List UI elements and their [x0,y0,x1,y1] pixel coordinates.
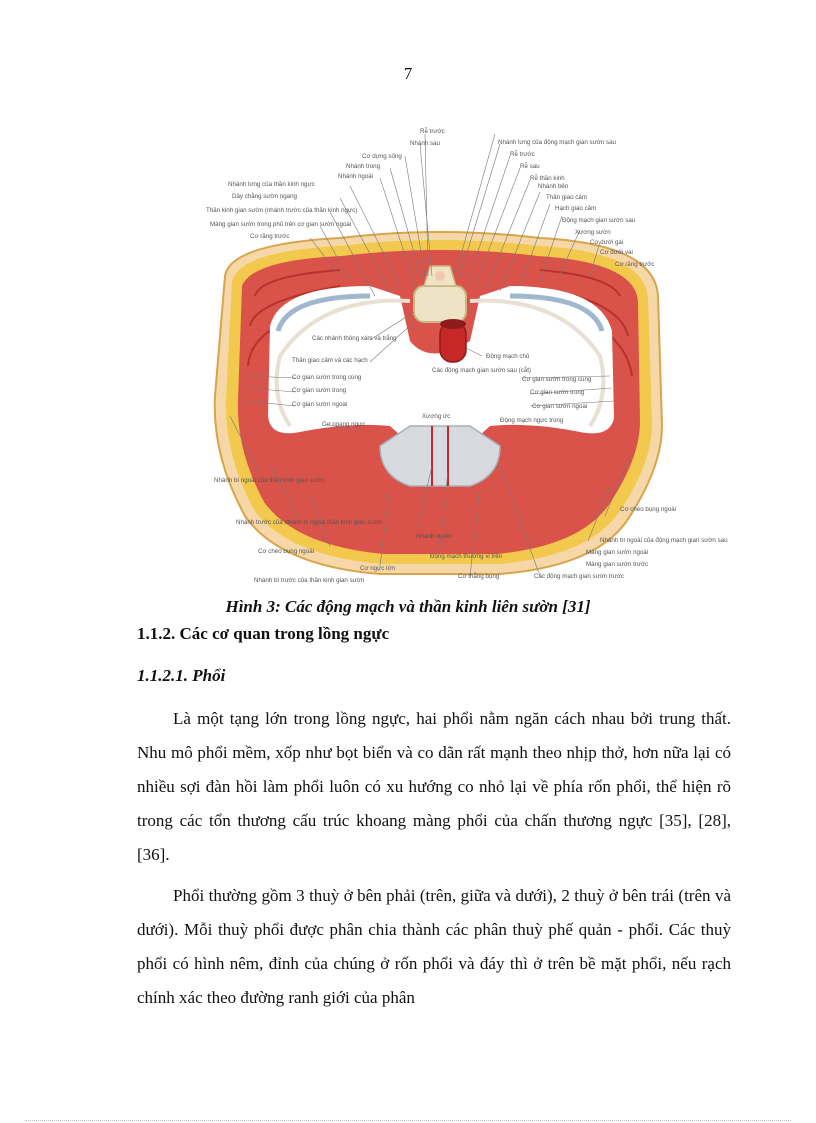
label-right: Cơ chéo bụng ngoài [620,506,677,513]
label-top-right: Hạch giao cảm [555,205,597,212]
label-bottom: Cơ thẳng bụng [458,573,500,580]
label-left: Cơ ngang ngực [322,421,366,428]
spinal-cord [435,271,445,281]
subsection-heading: 1.1.2.1. Phổi [137,666,226,685]
label-left: Cơ gian sườn trong [292,387,347,394]
label-bottom: Nhánh bì trước của thần kinh gian sườn [254,577,365,584]
body-paragraph: Là một tạng lớn trong lồng ngực, hai phổi nằm ngăn cách nhau bởi trung thất. Nhu mô phổi mềm, xốp như bọt biển và co dãn rất mạnh theo nhịp thở, hơn nữa lại có nhiều sợi đàn hồi làm phổi luôn có xu hướng co nhỏ lại về phía rốn phổi, thể hiện rõ trong các tổn thương cấu trúc khoang màng phổi của chấn thương ngực [35], [28], [36]. [137,709,731,864]
page-number: 7 [403,64,413,83]
label-right: Cơ gian sườn trong cùng [522,376,592,383]
label-top-right: Nhánh sau [410,140,440,147]
label-top-right: Động mạch gian sườn sau [562,217,636,224]
label-top-right: Cơ dưới gai [590,239,624,246]
page-bottom-divider [25,1120,791,1121]
label-top-left: Dây chằng sườn ngang [232,193,297,200]
label-bottom: Động mạch thượng vị trên [430,553,503,560]
label-top-right: Rễ trước [420,128,445,135]
label-top-right: Nhánh bên [538,183,569,190]
label-top-right: Rễ thần kinh [530,175,565,182]
body-paragraph: Phổi thường gồm 3 thuỳ ở bên phải (trên, giữa và dưới), 2 thuỳ ở bên trái (trên và dưới). Mỗi thuỳ phổi được phân chia thành các phân thuỳ phế quản - phổi. Các thuỳ phổi có hình nêm, đỉnh của chúng ở rốn phổi và đáy thì ở trên bề mặt phổi, nếu rạch chính xác theo đường ranh giới của phân [137,886,731,1007]
section-heading: 1.1.2. Các cơ quan trong lồng ngực [137,624,390,643]
label-left: Cơ chéo bụng ngoài [258,548,315,555]
label-right: Nhánh bì ngoài của động mạch gian sườn sau [600,537,728,544]
label-bottom: Nhánh xuyên [416,533,453,540]
label-top-right: Cơ răng trước [615,261,655,268]
label-top-right: Cơ dưới vai [600,249,633,256]
label-center: Xương ức [422,413,451,420]
thorax-cross-section-illustration [200,126,728,588]
label-top-right: Nhánh lưng của động mạch gian sườn sau [498,139,616,146]
label-top-left: Cơ dựng sống [362,153,402,160]
label-top-right: Rễ sau [520,163,540,170]
label-bottom: Màng gian sườn ngoài [586,549,649,556]
label-bottom: Các động mạch gian sườn trước [534,573,624,580]
sternum-region [380,426,500,486]
label-bottom: Màng gian sườn trước [586,561,649,568]
label-left: Cơ gian sườn ngoài [292,401,348,408]
label-top-left: Nhánh ngoài [338,173,374,180]
label-left: Nhánh bì ngoài của thần kinh gian sườn [214,477,325,484]
label-top-left: Cơ răng trước [250,233,290,240]
label-top-left: Màng gian sườn trong phủ trên cơ gian sườn ngoài [210,221,352,228]
label-top-left: Nhánh trong [346,163,381,170]
label-top-left: Thần kinh gian sườn (nhánh trước của thần kinh ngực) [206,207,358,214]
label-bottom: Cơ ngực lớn [360,565,395,572]
label-center: Các động mạch gian sườn sau (cắt) [432,367,531,374]
figure-caption: Hình 3: Các động mạch và thần kinh liên sườn [31] [225,597,591,616]
label-left: Nhánh trước của nhánh bì ngoài thần kinh gian sườn [236,519,383,526]
label-left: Cơ gian sườn trong cùng [292,374,362,381]
label-center: Thân giao cảm và các hạch [292,357,368,364]
label-right: Cơ gian sườn trong [530,389,585,396]
label-top-right: Xương sườn [575,229,611,236]
vertebra-body [414,286,466,322]
label-center: Động mạch chủ [486,353,530,360]
label-center: Các nhánh thông xám và trắng [312,335,397,342]
label-top-right: Thân giao cảm [546,194,587,201]
label-top-left: Nhánh lưng của thần kinh ngực [228,181,315,188]
label-right: Cơ gian sườn ngoài [532,403,588,410]
label-center: Động mạch ngực trong [500,417,564,424]
anatomy-figure [200,126,728,588]
label-top-right: Rễ trước [510,151,535,158]
